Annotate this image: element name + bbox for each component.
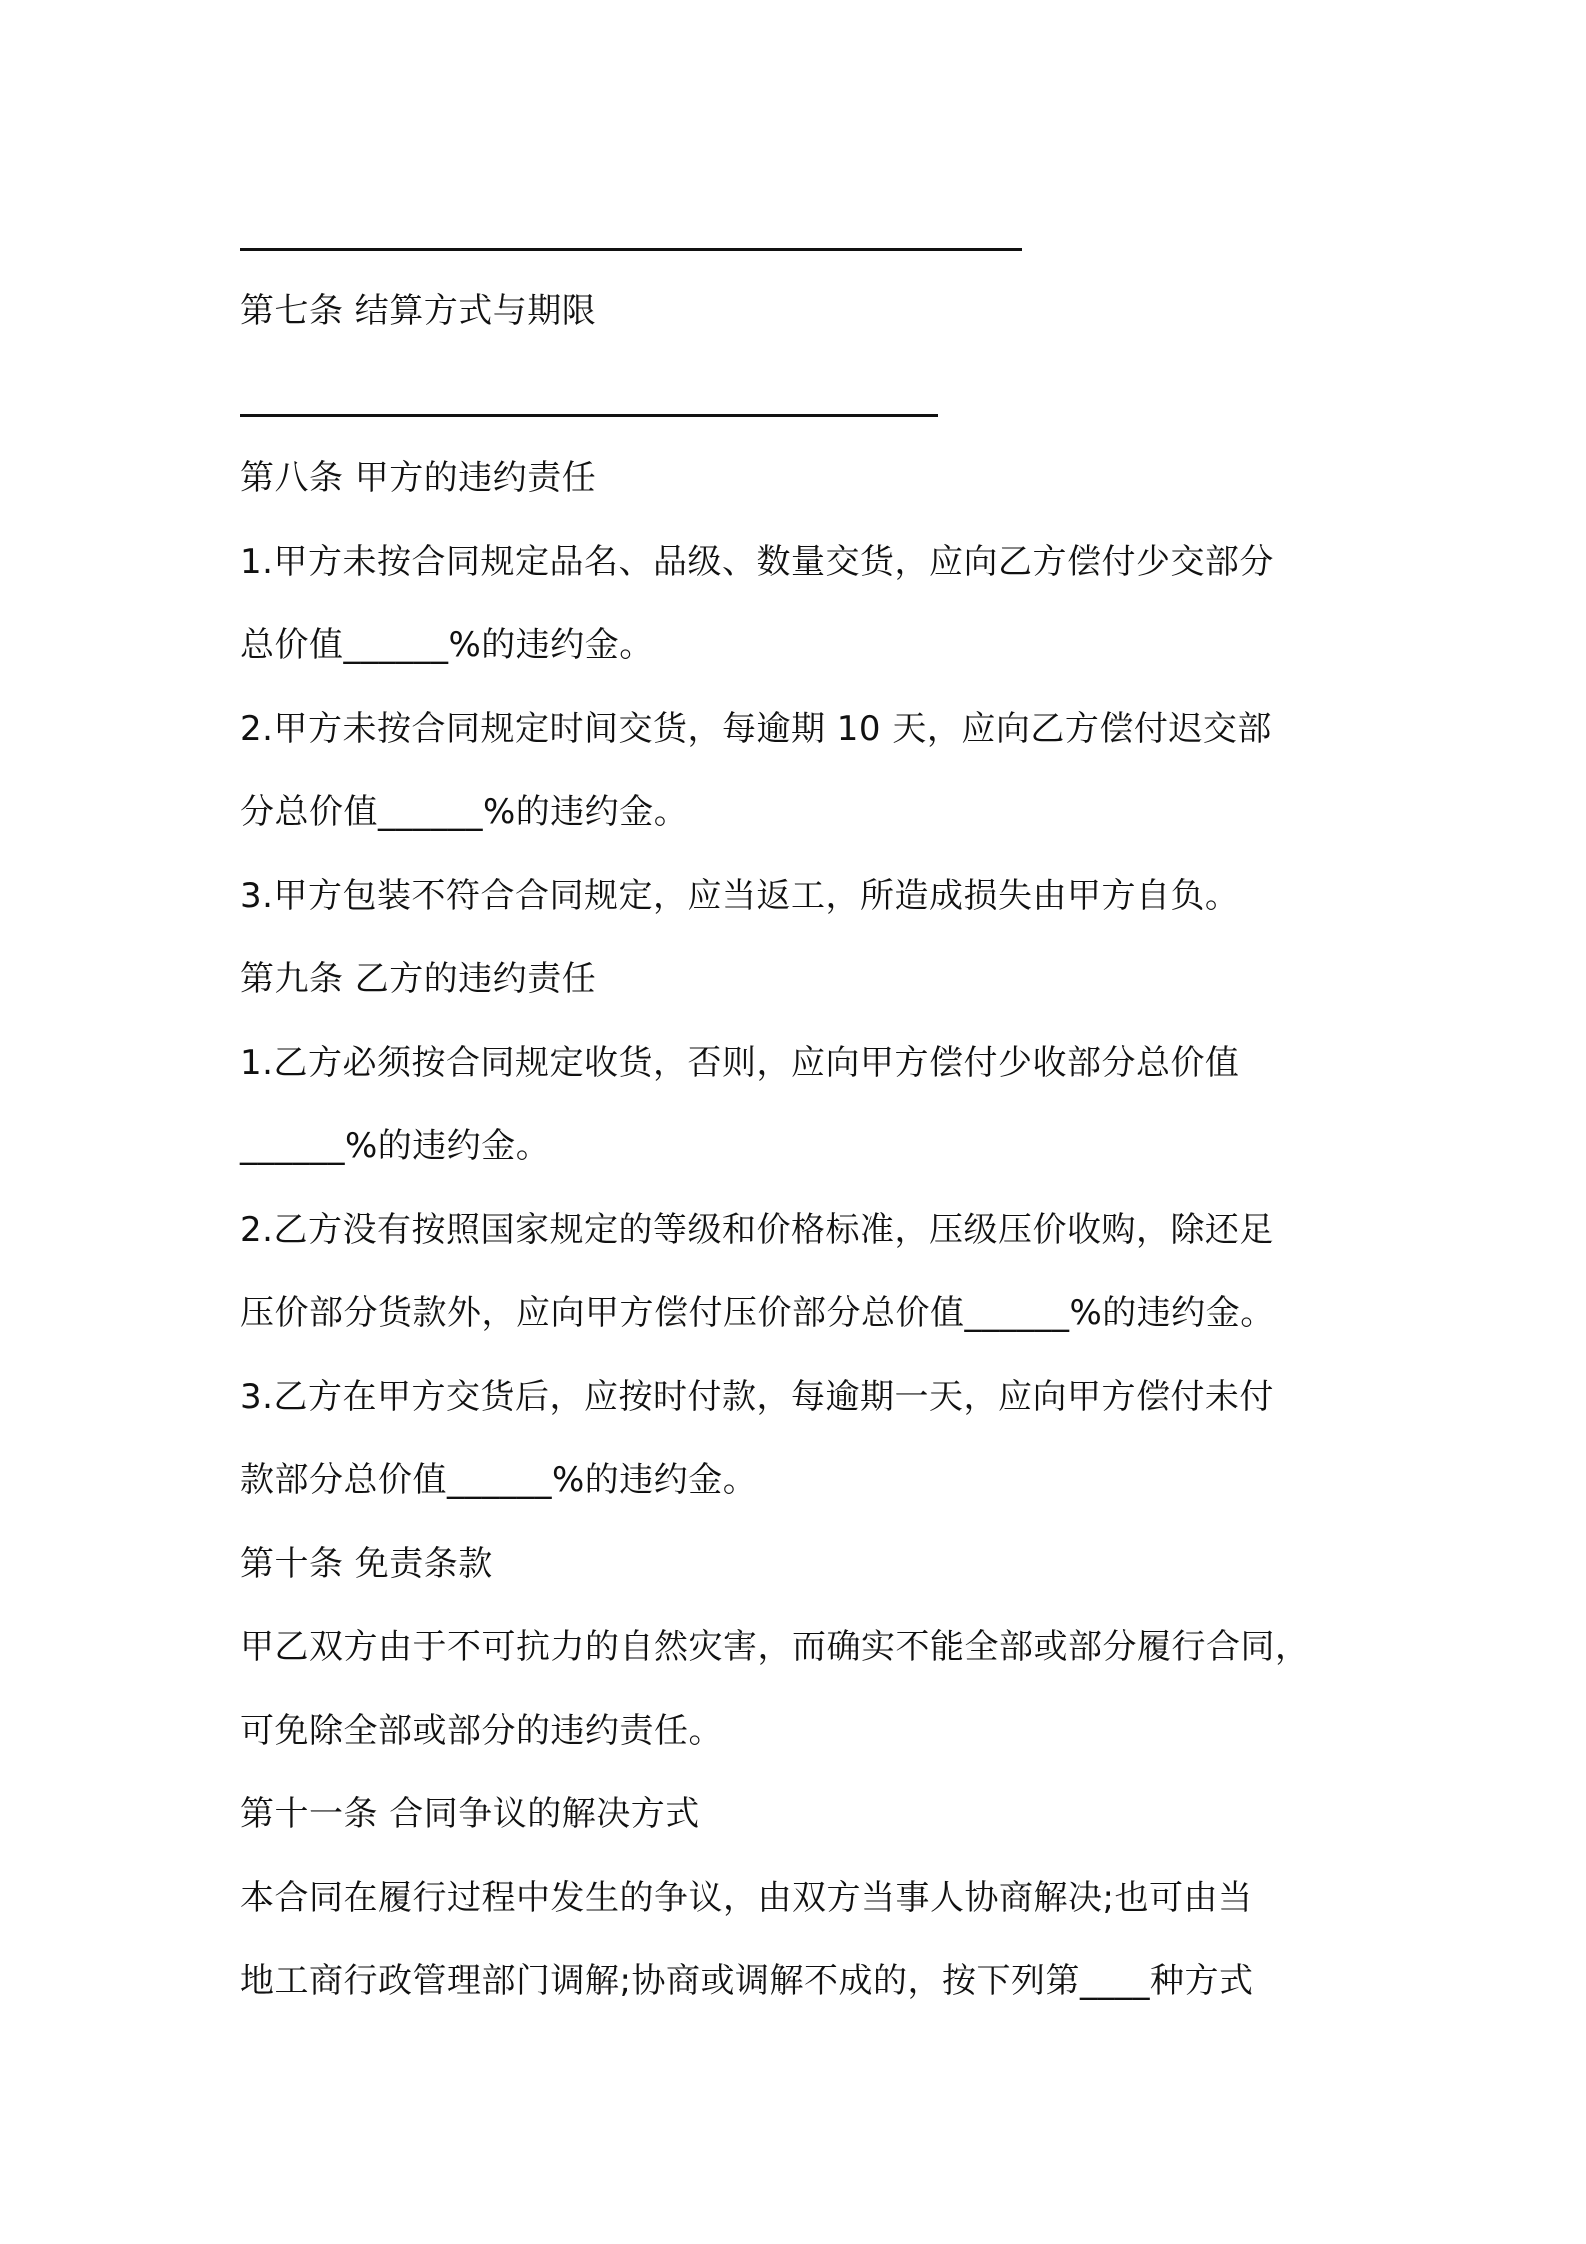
blank-fill-line <box>240 248 1022 251</box>
paragraph-line: 1.乙方必须按合同规定收货，否则，应向甲方偿付少收部分总价值 <box>240 1043 1240 1083</box>
article-heading: 第十一条 合同争议的解决方式 <box>240 1794 700 1834</box>
paragraph-line: 地工商行政管理部门调解;协商或调解不成的，按下列第____种方式 <box>240 1961 1254 2001</box>
paragraph-line: 可免除全部或部分的违约责任。 <box>240 1711 723 1751</box>
paragraph-line: ______%的违约金。 <box>240 1126 551 1166</box>
article-heading: 第十条 免责条款 <box>240 1544 493 1584</box>
blank-fill-line <box>240 414 938 417</box>
paragraph-line: 2.甲方未按合同规定时间交货，每逾期 10 天，应向乙方偿付迟交部 <box>240 709 1272 749</box>
paragraph-line: 款部分总价值______%的违约金。 <box>240 1460 758 1500</box>
article-heading: 第八条 甲方的违约责任 <box>240 458 597 498</box>
article-heading: 第九条 乙方的违约责任 <box>240 959 597 999</box>
article-heading: 第七条 结算方式与期限 <box>240 291 597 331</box>
paragraph-line: 甲乙双方由于不可抗力的自然灾害，而确实不能全部或部分履行合同， <box>240 1627 1310 1667</box>
paragraph-line: 3.乙方在甲方交货后，应按时付款，每逾期一天，应向甲方偿付未付 <box>240 1377 1274 1417</box>
paragraph-line: 总价值______%的违约金。 <box>240 625 654 665</box>
paragraph-line: 分总价值______%的违约金。 <box>240 792 689 832</box>
paragraph-line: 2.乙方没有按照国家规定的等级和价格标准，压级压价收购，除还足 <box>240 1210 1274 1250</box>
paragraph-line: 1.甲方未按合同规定品名、品级、数量交货，应向乙方偿付少交部分 <box>240 542 1274 582</box>
paragraph-line: 本合同在履行过程中发生的争议，由双方当事人协商解决;也可由当 <box>240 1878 1253 1918</box>
paragraph-line: 压价部分货款外，应向甲方偿付压价部分总价值______%的违约金。 <box>240 1293 1275 1333</box>
paragraph-line: 3.甲方包装不符合合同规定，应当返工，所造成损失由甲方自负。 <box>240 876 1240 916</box>
